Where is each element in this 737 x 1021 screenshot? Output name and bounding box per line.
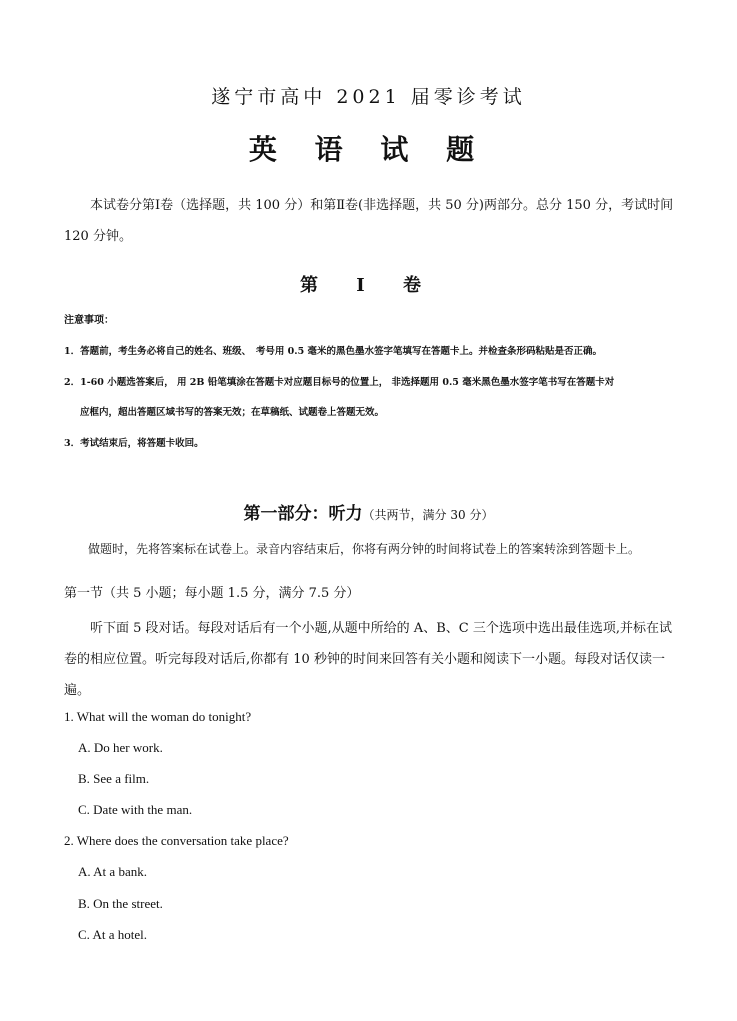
question-1-option-c: C. Date with the man. [78,802,193,817]
exam-intro: 本试卷分第Ⅰ卷（选择题，共 100 分）和第Ⅱ卷(非选择题，共 50 分)两部分。总分 150 分，考试时间 120 分钟。 [64,198,674,244]
notice-item-1: 1．答题前，考生务必将自己的姓名、班级、 考号用 0.5 毫米的黑色墨水签字笔填写在答题卡上。并检查条形码粘贴是否正确。 [64,346,603,357]
question-2-stem: 2. Where does the conversation take place? [64,833,289,848]
part1-title-main: 第一部分：听力 [243,504,363,524]
exam-title: 遂宁市高中 2021 届零诊考试 [211,86,526,108]
notice-item-2: 2．1-60 小题选答案后， 用 2B 铅笔填涂在答题卡对应题目标号的位置上， 非选择题用 0.5 毫米黑色墨水签字笔书写在答题卡对 [64,377,615,388]
question-1-option-b: B. See a film. [78,771,150,786]
notice-item-2-continued: 应框内，超出答题区域书写的答案无效；在草稿纸、试题卷上答题无效。 [80,407,385,418]
volume-title: 第 Ⅰ 卷 [300,275,437,296]
section1-title: 第一节（共 5 小题；每小题 1.5 分，满分 7.5 分） [64,586,360,601]
section1-instruction: 听下面 5 段对话。每段对话后有一个小题,从题中所给的 A、B、C 三个选项中选出最佳选项,并标在试卷的相应位置。听完每段对话后,你都有 10 秒钟的时间来回答有关小题和阅读下一小题。每段对话仅读一遍。 [64,621,672,698]
notice-item-3: 3．考试结束后，将答题卡收回。 [64,438,204,449]
part1-title [0,499,737,524]
part1-instruction: 做题时，先将答案标在试卷上。录音内容结束后，你将有两分钟的时间将试卷上的答案转涂到答题卡上。 [88,542,641,556]
question-2-option-b: B. On the street. [78,896,163,911]
notice-heading: 注意事项： [64,315,114,326]
question-2-option-c: C. At a hotel. [78,927,147,942]
question-2-option-a: A. At a bank. [78,864,147,879]
question-1-stem: 1. What will the woman do tonight? [64,709,252,724]
part1-title-note: （共两节，满分 30 分） [362,508,494,522]
question-1-option-a: A. Do her work. [78,740,163,755]
subject-title: 英 语 试 题 [248,133,489,166]
